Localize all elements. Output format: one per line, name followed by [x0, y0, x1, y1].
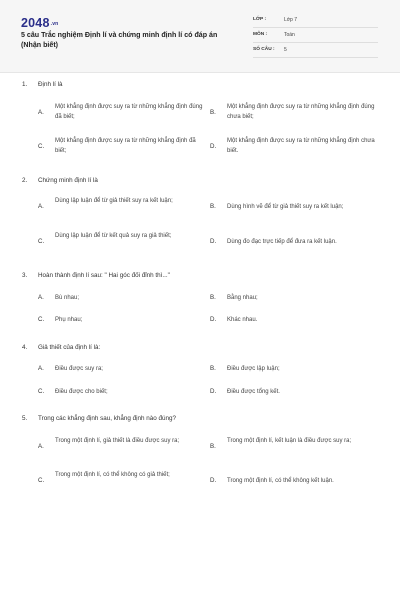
option-letter: B. — [210, 443, 216, 450]
question-number: 4. — [22, 344, 28, 351]
option-text: Một khẳng định được suy ra từ những khẳng định đúng chưa biết; — [227, 104, 375, 120]
option-letter: B. — [210, 109, 216, 116]
option-text: Điều được suy ra; — [55, 366, 103, 372]
option-letter: D. — [210, 316, 217, 323]
document-header — [0, 0, 400, 73]
option-letter: B. — [210, 294, 216, 301]
meta-row-count — [253, 44, 378, 58]
option-letter: C. — [38, 477, 45, 484]
option-letter: D. — [210, 143, 217, 150]
option-text: Trong một định lí, có thể không kết luận. — [227, 478, 334, 484]
meta-label: LỚP : — [253, 17, 267, 22]
question-stem — [22, 81, 63, 88]
option-letter: A. — [38, 294, 44, 301]
document-title: 5 câu Trắc nghiệm Định lí và chứng minh định lí có đáp án (Nhận biết) — [21, 31, 218, 49]
option-letter: C. — [38, 143, 45, 150]
option-text: Dùng đo đạc trực tiếp để đưa ra kết luận. — [227, 239, 337, 245]
question-text: Chứng minh định lí là — [38, 177, 98, 184]
option-text: Điều được tổng kết. — [227, 389, 280, 395]
option-letter: D. — [210, 238, 217, 245]
option-text: Trong một định lí, giả thiết là điều được suy ra; — [55, 438, 180, 444]
question-text: Giả thiết của định lí là: — [38, 344, 101, 351]
option-letter: A. — [38, 203, 44, 210]
option-text: Bằng nhau; — [227, 295, 258, 301]
option-letter: A. — [38, 443, 44, 450]
option-text: Khác nhau. — [227, 317, 258, 323]
question-text: Hoàn thành định lí sau: " Hai góc đối đỉnh thì..." — [38, 272, 170, 279]
question-number: 1. — [22, 81, 28, 88]
question-text: Trong các khẳng định sau, khẳng định nào đúng? — [38, 415, 177, 422]
meta-value: 5 — [284, 47, 287, 53]
option-letter: B. — [210, 365, 216, 372]
meta-label: SỐ CÂU : — [253, 47, 275, 52]
option-letter: C. — [38, 388, 45, 395]
question-stem — [22, 177, 98, 184]
meta-label: MÔN : — [253, 32, 268, 37]
option-letter: D. — [210, 388, 217, 395]
meta-row-class — [253, 14, 378, 28]
option-letter: C. — [38, 238, 45, 245]
meta-row-subject — [253, 29, 378, 43]
logo-text: 2048 — [21, 16, 50, 30]
option-letter: C. — [38, 316, 45, 323]
option-letter: B. — [210, 203, 216, 210]
document-meta — [253, 14, 378, 59]
option-text: Bù nhau; — [55, 295, 80, 301]
question-number: 3. — [22, 272, 28, 279]
option-text: Điều được cho biết; — [55, 389, 108, 395]
question-number: 5. — [22, 415, 28, 422]
option-letter: D. — [210, 477, 217, 484]
question-number: 2. — [22, 177, 28, 184]
option-text: Trong một định lí, kết luận là điều được suy ra; — [227, 438, 352, 444]
option-text: Trong một định lí, có thể không có giả thiết; — [55, 472, 170, 478]
question-text: Định lí là — [38, 81, 63, 88]
site-logo[interactable] — [21, 16, 58, 30]
logo-suffix: .vn — [50, 21, 59, 27]
option-text: Dùng lập luận để từ giả thiết suy ra kết luận; — [55, 198, 173, 204]
option-text: Một khẳng định được suy ra từ những khẳng định chưa biết. — [227, 138, 375, 154]
meta-value: Toán — [284, 32, 295, 38]
option-letter: A. — [38, 365, 44, 372]
option-text: Dùng hình vẽ để từ giả thiết suy ra kết luận; — [227, 204, 344, 210]
option-text: Một khẳng định được suy ra từ những khẳng định đúng đã biết; — [55, 104, 203, 120]
option-text: Dùng lập luận để từ kết quả suy ra giả thiết; — [55, 233, 172, 239]
option-letter: A. — [38, 109, 44, 116]
meta-value: Lớp 7 — [284, 17, 298, 23]
option-text: Điều được lập luận; — [227, 366, 280, 372]
question-stem — [22, 272, 170, 279]
question-stem — [22, 415, 176, 422]
option-text: Phụ nhau; — [55, 317, 83, 323]
question-stem — [22, 344, 100, 351]
option-text: Một khẳng định được suy ra từ những khẳng định đã biết; — [55, 138, 196, 154]
